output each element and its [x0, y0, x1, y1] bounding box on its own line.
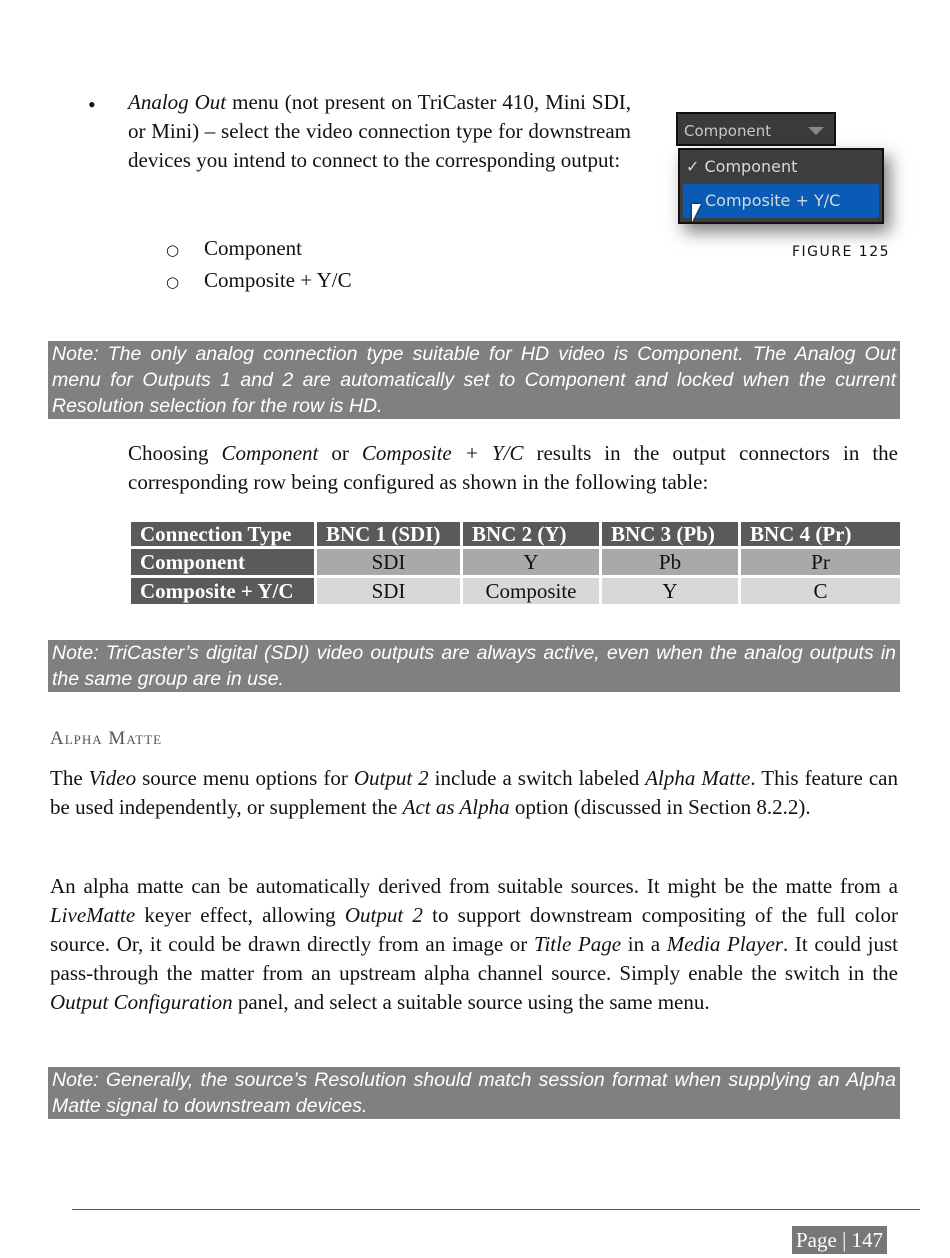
emphasis-text: Component: [221, 441, 319, 465]
dropdown: Component: [676, 112, 836, 146]
text-run: or: [318, 441, 362, 465]
bullet-paragraph: [128, 88, 631, 175]
table-row: Component SDI Y Pb Pr: [131, 549, 900, 575]
text-run: in a: [621, 932, 667, 956]
intro-paragraph: [128, 439, 898, 497]
note-box: Note: The only analog connection type suitable for HD video is Component. The Analog Out menu for Outputs 1 and 2 are automatically set to Component and locked when the current Resolution selection for the row is HD.: [48, 341, 900, 419]
bullet-icon: •: [88, 92, 96, 117]
menu-item-composite: Composite + Y/C: [683, 184, 879, 218]
circle-bullet-icon: ○: [166, 241, 180, 259]
sub-item: ○ Component: [166, 233, 352, 265]
text-run: keyer effect, allowing: [135, 903, 345, 927]
emphasis-text: Video: [88, 766, 137, 790]
text-run: panel, and select a suitable source using the same menu.: [232, 990, 710, 1014]
emphasis-text: Composite + Y/C: [361, 441, 524, 465]
emphasis-text: Act as Alpha: [402, 795, 510, 819]
text-run: menu (not present on TriCaster 410, Mini SDI, or Mini) – select the video connection type for downstream devices you intend to connect to the corresponding output:: [128, 90, 631, 172]
dropdown-arrow-icon: [808, 127, 824, 135]
sub-item: ○ Composite + Y/C: [166, 265, 352, 297]
footer-divider: [72, 1209, 920, 1210]
mouse-cursor-icon: [692, 204, 701, 222]
note-box: Note: Generally, the source’s Resolution should match session format when supplying an Alpha Matte signal to downstream devices.: [48, 1067, 900, 1119]
section-heading: Alpha Matte: [50, 728, 163, 749]
emphasis-text: Output Configuration: [50, 990, 233, 1014]
text-run: Choosing: [128, 441, 222, 465]
circle-bullet-icon: ○: [166, 273, 180, 291]
emphasis-text: Alpha Matte: [645, 766, 751, 790]
table-row: Composite + Y/C SDI Composite Y C: [131, 578, 900, 604]
text-run: The: [50, 766, 89, 790]
sub-list: [166, 233, 352, 297]
text-run: source menu options for: [136, 766, 354, 790]
text-run: An alpha matte can be automatically derived from suitable sources. It might be the matte from a: [50, 874, 898, 898]
emphasis-text: LiveMatte: [50, 903, 136, 927]
paragraph: [50, 872, 898, 1017]
menu-item-component: ✓ Component: [686, 157, 798, 176]
dropdown-menu: [678, 148, 884, 224]
emphasis-text: Media Player: [666, 932, 783, 956]
emphasis-text: Title Page: [533, 932, 622, 956]
emphasis-text: Output 2: [344, 903, 423, 927]
emphasis-text: Analog Out: [128, 90, 227, 114]
emphasis-text: Output 2: [353, 766, 429, 790]
text-run: include a switch labeled: [428, 766, 646, 790]
page-number: Page | 147: [792, 1226, 887, 1254]
text-run: . This feature can be used independently, or supplement the: [50, 766, 898, 819]
text-run: to support downstream compositing of the full color source. Or, it could be drawn directly from an image or: [50, 903, 898, 956]
note-box: Note: TriCaster’s digital (SDI) video outputs are always active, even when the analog outputs in the same group are in use.: [48, 640, 900, 692]
check-icon: ✓: [686, 157, 700, 176]
text-run: results in the output connectors in the corresponding row being configured as shown in the following table:: [128, 441, 898, 494]
paragraph: [50, 764, 898, 822]
figure-caption: FIGURE 125: [792, 244, 891, 260]
text-run: . It could just pass-through the matter from an upstream alpha channel source. Simply enable the switch in the: [50, 932, 899, 985]
figure-dropdown-screenshot: [676, 112, 888, 230]
table-header-row: Connection Type BNC 1 (SDI) BNC 2 (Y) BNC 3 (Pb) BNC 4 (Pr): [131, 522, 900, 546]
text-run: option (discussed in Section 8.2.2).: [509, 795, 811, 819]
connection-table: [128, 519, 903, 607]
